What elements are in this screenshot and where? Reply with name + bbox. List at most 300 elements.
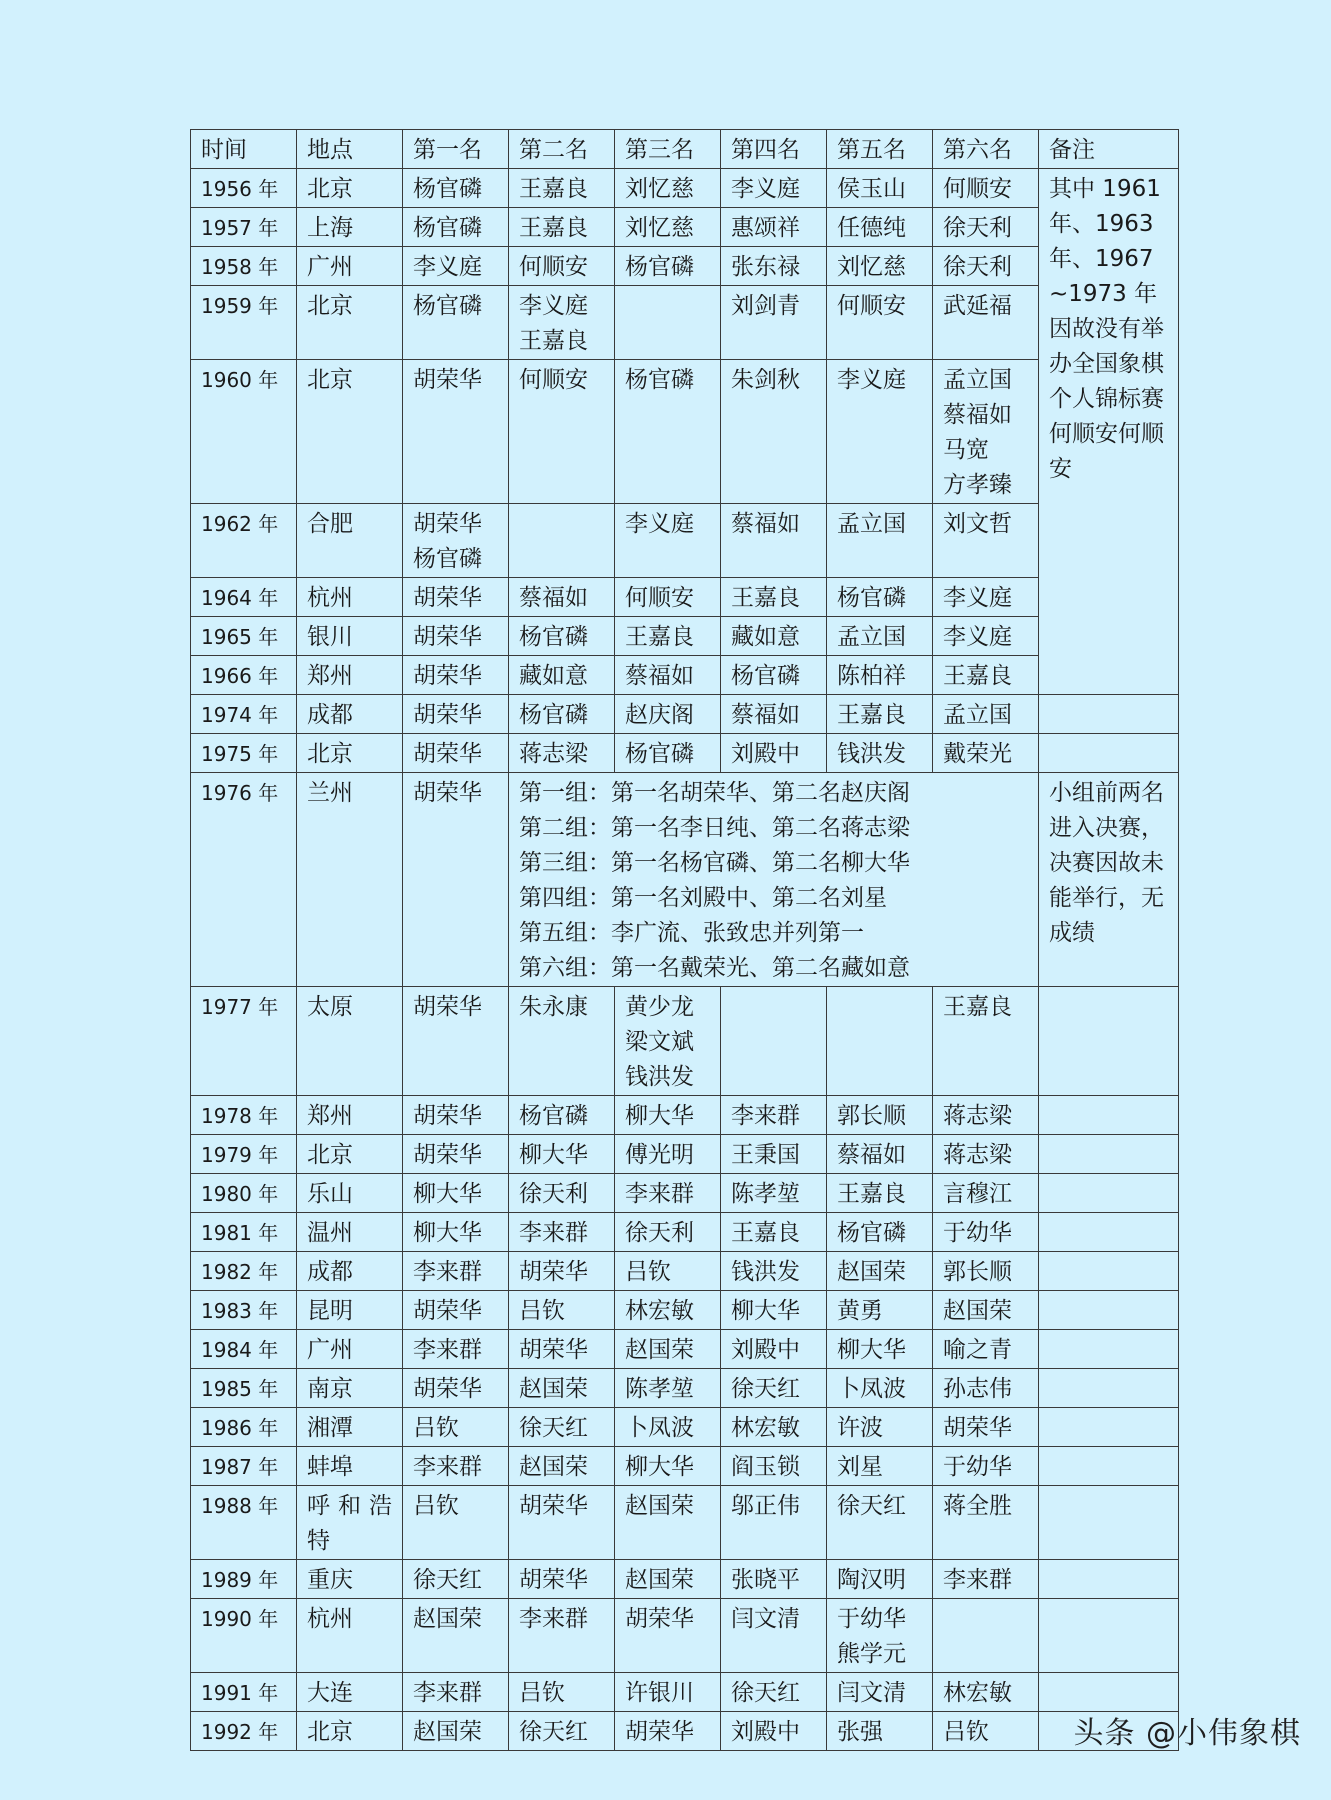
year-cell: 1957 年: [191, 208, 297, 247]
place-cell: 乐山: [297, 1174, 403, 1213]
cell-line: 徐天红: [413, 1567, 482, 1593]
rank-cell: [933, 504, 1039, 578]
rank-cell: [403, 1712, 509, 1751]
cell-line: 李义庭: [413, 254, 482, 280]
cell-line: 蒋全胜: [943, 1493, 1012, 1519]
cell-line: 陈孝堃: [625, 1376, 694, 1402]
rank-cell: [509, 1486, 615, 1560]
cell-line: 言穆江: [943, 1181, 1012, 1207]
rank-cell: [615, 1252, 721, 1291]
cell-line: 徐天利: [625, 1220, 694, 1246]
rank-cell: [615, 1096, 721, 1135]
rank-cell: [615, 1599, 721, 1673]
cell-line: 钱洪发: [625, 1064, 694, 1090]
rank-cell: [615, 987, 721, 1096]
rank-cell: [933, 1673, 1039, 1712]
rank-cell: [615, 1486, 721, 1560]
rank-cell: [827, 1486, 933, 1560]
note-cell: 其中 1961 年、1963 年、1967~1973 年因故没有举办全国象棋个人锦标赛何顺安何顺安: [1039, 169, 1179, 695]
rank-cell: [933, 208, 1039, 247]
cell-line: 惠颂祥: [731, 215, 800, 241]
rank-cell: [721, 656, 827, 695]
cell-line: 戴荣光: [943, 741, 1012, 767]
group-line: 第二组：第一名李日纯、第二名蒋志梁: [519, 815, 910, 841]
rank-cell: [933, 1252, 1039, 1291]
rank-cell: [615, 1330, 721, 1369]
cell-line: 梁文斌: [625, 1029, 694, 1055]
cell-line: 胡荣华: [413, 511, 482, 537]
header-row: [191, 130, 1179, 169]
rank-cell: [509, 247, 615, 286]
cell-line: 刘文哲: [943, 511, 1012, 537]
cell-line: 徐天红: [519, 1415, 588, 1441]
group-line: 第五组：李广流、张致忠并列第一: [519, 920, 864, 946]
rank-cell: [933, 987, 1039, 1096]
note-cell: [1039, 1213, 1179, 1252]
header-cell: 时间: [191, 130, 297, 169]
table-row: [191, 1408, 1179, 1447]
rank-cell: [933, 1560, 1039, 1599]
place-cell: 北京: [297, 169, 403, 208]
rank-cell: [403, 617, 509, 656]
year-cell: 1959 年: [191, 286, 297, 360]
rank-cell: [721, 1135, 827, 1174]
cell-line: 杨官磷: [413, 215, 482, 241]
rank-cell: [827, 1560, 933, 1599]
cell-line: 李来群: [413, 1454, 482, 1480]
group-line: 第三组：第一名杨官磷、第二名柳大华: [519, 850, 910, 876]
table-row: [191, 169, 1179, 208]
cell-line: 朱剑秋: [731, 367, 800, 393]
cell-line: 吕钦: [519, 1298, 565, 1324]
note-cell: [1039, 1174, 1179, 1213]
rank-cell: [509, 1712, 615, 1751]
cell-line: 蒋志梁: [943, 1103, 1012, 1129]
year-cell: 1987 年: [191, 1447, 297, 1486]
cell-line: 蔡福如: [519, 585, 588, 611]
table-row: [191, 1252, 1179, 1291]
rank-cell: [827, 1447, 933, 1486]
cell-line: 李来群: [413, 1259, 482, 1285]
note-cell: [1039, 1135, 1179, 1174]
cell-line: 胡荣华: [413, 741, 482, 767]
rank-cell: [827, 987, 933, 1096]
note-cell: [1039, 1560, 1179, 1599]
rank-cell: [403, 360, 509, 504]
rank-cell: [721, 360, 827, 504]
cell-line: 杨官磷: [837, 1220, 906, 1246]
rank-cell: [827, 1174, 933, 1213]
rank-cell: [721, 1369, 827, 1408]
place-cell: 合肥: [297, 504, 403, 578]
table-row: [191, 1213, 1179, 1252]
place-cell: 温州: [297, 1213, 403, 1252]
year-cell: 1983 年: [191, 1291, 297, 1330]
rank-cell: [615, 1135, 721, 1174]
rank-cell: [509, 1291, 615, 1330]
cell-line: 柳大华: [837, 1337, 906, 1363]
rank-cell: [403, 1486, 509, 1560]
rank-cell: [403, 656, 509, 695]
rank-cell: [509, 1673, 615, 1712]
cell-line: 郭长顺: [943, 1259, 1012, 1285]
table-row: [191, 208, 1179, 247]
cell-line: 杨官磷: [519, 1103, 588, 1129]
header-cell: 第二名: [509, 130, 615, 169]
cell-line: 杨官磷: [625, 367, 694, 393]
rank-cell: [721, 1291, 827, 1330]
cell-line: 胡荣华: [413, 663, 482, 689]
cell-line: 胡荣华: [625, 1719, 694, 1745]
cell-line: 胡荣华: [519, 1567, 588, 1593]
cell-line: 卜凤波: [625, 1415, 694, 1441]
rank-cell: [509, 208, 615, 247]
rank-cell: [721, 695, 827, 734]
cell-line: 陈柏祥: [837, 663, 906, 689]
rank-cell: [509, 656, 615, 695]
year-cell: 1982 年: [191, 1252, 297, 1291]
cell-line: 刘忆慈: [837, 254, 906, 280]
cell-line: 李来群: [413, 1337, 482, 1363]
rank-cell: [403, 1560, 509, 1599]
cell-line: 王嘉良: [519, 176, 588, 202]
rank-cell: [933, 1408, 1039, 1447]
table-row: [191, 1486, 1179, 1560]
cell-line: 王嘉良: [519, 328, 588, 354]
cell-line: 吕钦: [625, 1259, 671, 1285]
year-cell: 1980 年: [191, 1174, 297, 1213]
cell-line: 蔡福如: [837, 1142, 906, 1168]
year-cell: 1989 年: [191, 1560, 297, 1599]
header-cell: 地点: [297, 130, 403, 169]
rank-cell: [615, 504, 721, 578]
cell-line: 蒋志梁: [943, 1142, 1012, 1168]
rank-cell: [933, 1599, 1039, 1673]
group-line: 第一组：第一名胡荣华、第二名赵庆阁: [519, 780, 910, 806]
cell-line: 柳大华: [413, 1220, 482, 1246]
cell-line: 胡荣华: [413, 624, 482, 650]
rank-cell: [615, 1213, 721, 1252]
cell-line: 李来群: [943, 1567, 1012, 1593]
rank-cell: [509, 1213, 615, 1252]
cell-line: 孟立国: [837, 624, 906, 650]
rank-cell: [933, 1712, 1039, 1751]
rank-cell: [509, 734, 615, 773]
cell-line: 李义庭: [837, 367, 906, 393]
rank-cell: [615, 695, 721, 734]
rank-cell: [827, 1096, 933, 1135]
cell-line: 吕钦: [943, 1719, 989, 1745]
cell-line: 李义庭: [519, 293, 588, 319]
year-cell: 1984 年: [191, 1330, 297, 1369]
cell-line: 胡荣华: [943, 1415, 1012, 1441]
rank-cell: [403, 504, 509, 578]
place-cell: 北京: [297, 286, 403, 360]
cell-line: 藏如意: [731, 624, 800, 650]
cell-line: 马宽: [943, 437, 989, 463]
cell-line: 杨官磷: [519, 624, 588, 650]
place-cell: 北京: [297, 1135, 403, 1174]
cell-line: 赵国荣: [625, 1567, 694, 1593]
rank-cell: [721, 578, 827, 617]
place-cell: 北京: [297, 1712, 403, 1751]
rank-cell: 胡荣华: [403, 773, 509, 987]
cell-line: 王嘉良: [731, 585, 800, 611]
cell-line: 刘殿中: [731, 1337, 800, 1363]
note-cell: 小组前两名进入决赛，决赛因故未能举行，无成绩: [1039, 773, 1179, 987]
cell-line: 何顺安: [519, 367, 588, 393]
table-row: [191, 1447, 1179, 1486]
groups-cell: [509, 773, 1039, 987]
rank-cell: [933, 247, 1039, 286]
table-row: [191, 1599, 1179, 1673]
rank-cell: [403, 1096, 509, 1135]
rank-cell: [827, 286, 933, 360]
year-cell: 1962 年: [191, 504, 297, 578]
cell-line: 徐天红: [731, 1376, 800, 1402]
cell-line: 傅光明: [625, 1142, 694, 1168]
year-cell: 1956 年: [191, 169, 297, 208]
cell-line: 胡荣华: [413, 367, 482, 393]
rank-cell: [827, 617, 933, 656]
rank-cell: [403, 695, 509, 734]
rank-cell: [509, 1369, 615, 1408]
rank-cell: [403, 1673, 509, 1712]
cell-line: 闫文清: [731, 1606, 800, 1632]
year-cell: 1990 年: [191, 1599, 297, 1673]
table-row: [191, 695, 1179, 734]
cell-line: 柳大华: [625, 1454, 694, 1480]
table-row: [191, 1174, 1179, 1213]
cell-line: 孟立国: [837, 511, 906, 537]
cell-line: 吕钦: [413, 1493, 459, 1519]
rank-cell: [403, 1252, 509, 1291]
watermark: 头条 @小伟象棋: [1073, 1716, 1301, 1751]
rank-cell: [403, 169, 509, 208]
rank-cell: [933, 360, 1039, 504]
rank-cell: [509, 1096, 615, 1135]
cell-line: 杨官磷: [413, 293, 482, 319]
group-line: 第六组：第一名戴荣光、第二名藏如意: [519, 955, 910, 981]
rank-cell: [615, 169, 721, 208]
year-cell: 1977 年: [191, 987, 297, 1096]
note-cell: [1039, 1096, 1179, 1135]
cell-line: 任德纯: [837, 215, 906, 241]
table-row: [191, 1712, 1179, 1751]
header-cell: 备注: [1039, 130, 1179, 169]
cell-line: 林宏敏: [731, 1415, 800, 1441]
cell-line: 胡荣华: [413, 585, 482, 611]
place-cell: 兰州: [297, 773, 403, 987]
rank-cell: [721, 169, 827, 208]
cell-line: 柳大华: [731, 1298, 800, 1324]
rank-cell: [615, 1712, 721, 1751]
year-cell: 1985 年: [191, 1369, 297, 1408]
cell-line: 赵国荣: [837, 1259, 906, 1285]
cell-line: 王嘉良: [943, 994, 1012, 1020]
place-cell: 银川: [297, 617, 403, 656]
rank-cell: [509, 504, 615, 578]
cell-line: 赵国荣: [943, 1298, 1012, 1324]
table-row: [191, 1673, 1179, 1712]
cell-line: 王嘉良: [731, 1220, 800, 1246]
table-row: [191, 1369, 1179, 1408]
note-cell: [1039, 1673, 1179, 1712]
rank-cell: [509, 578, 615, 617]
cell-line: 许波: [837, 1415, 883, 1441]
cell-line: 于幼华: [943, 1220, 1012, 1246]
cell-line: 刘殿中: [731, 1719, 800, 1745]
table-body: [191, 130, 1179, 1751]
rank-cell: [721, 1213, 827, 1252]
cell-line: 徐天红: [519, 1719, 588, 1745]
note-cell: [1039, 695, 1179, 734]
cell-line: 何顺安: [943, 176, 1012, 202]
rank-cell: [615, 1447, 721, 1486]
place-cell: 蚌埠: [297, 1447, 403, 1486]
rank-cell: [721, 1486, 827, 1560]
cell-line: 熊学元: [837, 1641, 906, 1667]
year-cell: 1965 年: [191, 617, 297, 656]
rank-cell: [827, 695, 933, 734]
cell-line: 林宏敏: [943, 1680, 1012, 1706]
rank-cell: [403, 1369, 509, 1408]
results-table: [190, 129, 1179, 1751]
cell-line: 何顺安: [625, 585, 694, 611]
cell-line: 蒋志梁: [519, 741, 588, 767]
rank-cell: [827, 1369, 933, 1408]
rank-cell: [509, 1408, 615, 1447]
place-cell: 北京: [297, 734, 403, 773]
cell-line: 赵国荣: [625, 1337, 694, 1363]
cell-line: 王嘉良: [943, 663, 1012, 689]
cell-line: 张晓平: [731, 1567, 800, 1593]
rank-cell: [615, 1673, 721, 1712]
year-cell: 1991 年: [191, 1673, 297, 1712]
rank-cell: [721, 734, 827, 773]
cell-line: 于幼华: [943, 1454, 1012, 1480]
place-cell: 成都: [297, 1252, 403, 1291]
cell-line: 刘剑青: [731, 293, 800, 319]
year-cell: 1992 年: [191, 1712, 297, 1751]
rank-cell: [509, 1330, 615, 1369]
header-cell: 第一名: [403, 130, 509, 169]
rank-cell: [403, 578, 509, 617]
place-cell: 呼和浩特: [297, 1486, 403, 1560]
place-cell: 上海: [297, 208, 403, 247]
table-row: [191, 617, 1179, 656]
rank-cell: [509, 360, 615, 504]
rank-cell: [933, 1486, 1039, 1560]
cell-line: 李来群: [625, 1181, 694, 1207]
header-cell: 第四名: [721, 130, 827, 169]
rank-cell: [933, 1369, 1039, 1408]
cell-line: 柳大华: [413, 1181, 482, 1207]
rank-cell: [721, 1252, 827, 1291]
header-cell: 第五名: [827, 130, 933, 169]
table-row: [191, 734, 1179, 773]
note-cell: [1039, 1369, 1179, 1408]
rank-cell: [509, 169, 615, 208]
rank-cell: [827, 1330, 933, 1369]
cell-line: 何顺安: [837, 293, 906, 319]
cell-line: 侯玉山: [837, 176, 906, 202]
rank-cell: [615, 617, 721, 656]
year-cell: 1958 年: [191, 247, 297, 286]
rank-cell: [403, 1599, 509, 1673]
rank-cell: [933, 1291, 1039, 1330]
cell-line: 李来群: [413, 1680, 482, 1706]
rank-cell: [827, 1291, 933, 1330]
rank-cell: [509, 1174, 615, 1213]
cell-line: 杨官磷: [625, 741, 694, 767]
cell-line: 胡荣华: [413, 1103, 482, 1129]
rank-cell: [827, 208, 933, 247]
year-cell: 1981 年: [191, 1213, 297, 1252]
cell-line: 吕钦: [413, 1415, 459, 1441]
table-row: [191, 1096, 1179, 1135]
header-cell: 第三名: [615, 130, 721, 169]
rank-cell: [721, 987, 827, 1096]
cell-line: 杨官磷: [519, 702, 588, 728]
cell-line: 孟立国: [943, 367, 1012, 393]
cell-line: 胡荣华: [413, 1298, 482, 1324]
rank-cell: [827, 1673, 933, 1712]
rank-cell: [721, 208, 827, 247]
place-cell: 重庆: [297, 1560, 403, 1599]
rank-cell: [721, 617, 827, 656]
year-cell: 1975 年: [191, 734, 297, 773]
note-cell: [1039, 1291, 1179, 1330]
place-cell: 昆明: [297, 1291, 403, 1330]
year-cell: 1966 年: [191, 656, 297, 695]
rank-cell: [509, 1252, 615, 1291]
rank-cell: [827, 360, 933, 504]
rank-cell: [615, 578, 721, 617]
rank-cell: [827, 656, 933, 695]
rank-cell: [827, 734, 933, 773]
rank-cell: [615, 1174, 721, 1213]
rank-cell: [827, 1599, 933, 1673]
note-cell: [1039, 1486, 1179, 1560]
note-cell: [1039, 1252, 1179, 1291]
rank-cell: [509, 1135, 615, 1174]
place-cell: 成都: [297, 695, 403, 734]
rank-cell: [403, 247, 509, 286]
cell-line: 柳大华: [519, 1142, 588, 1168]
cell-line: 胡荣华: [413, 1376, 482, 1402]
rank-cell: [615, 1369, 721, 1408]
cell-line: 刘殿中: [731, 741, 800, 767]
table-row: [191, 987, 1179, 1096]
rank-cell: [509, 695, 615, 734]
cell-line: 张强: [837, 1719, 883, 1745]
rank-cell: [933, 578, 1039, 617]
rank-cell: [933, 169, 1039, 208]
cell-line: 许银川: [625, 1680, 694, 1706]
rank-cell: [615, 1560, 721, 1599]
rank-cell: [827, 1213, 933, 1252]
cell-line: 闫文清: [837, 1680, 906, 1706]
cell-line: 喻之青: [943, 1337, 1012, 1363]
cell-line: 刘忆慈: [625, 215, 694, 241]
cell-line: 王嘉良: [519, 215, 588, 241]
cell-line: 胡荣华: [413, 1142, 482, 1168]
cell-line: 李来群: [731, 1103, 800, 1129]
cell-line: 刘忆慈: [625, 176, 694, 202]
place-cell: 广州: [297, 247, 403, 286]
rank-cell: [615, 1408, 721, 1447]
